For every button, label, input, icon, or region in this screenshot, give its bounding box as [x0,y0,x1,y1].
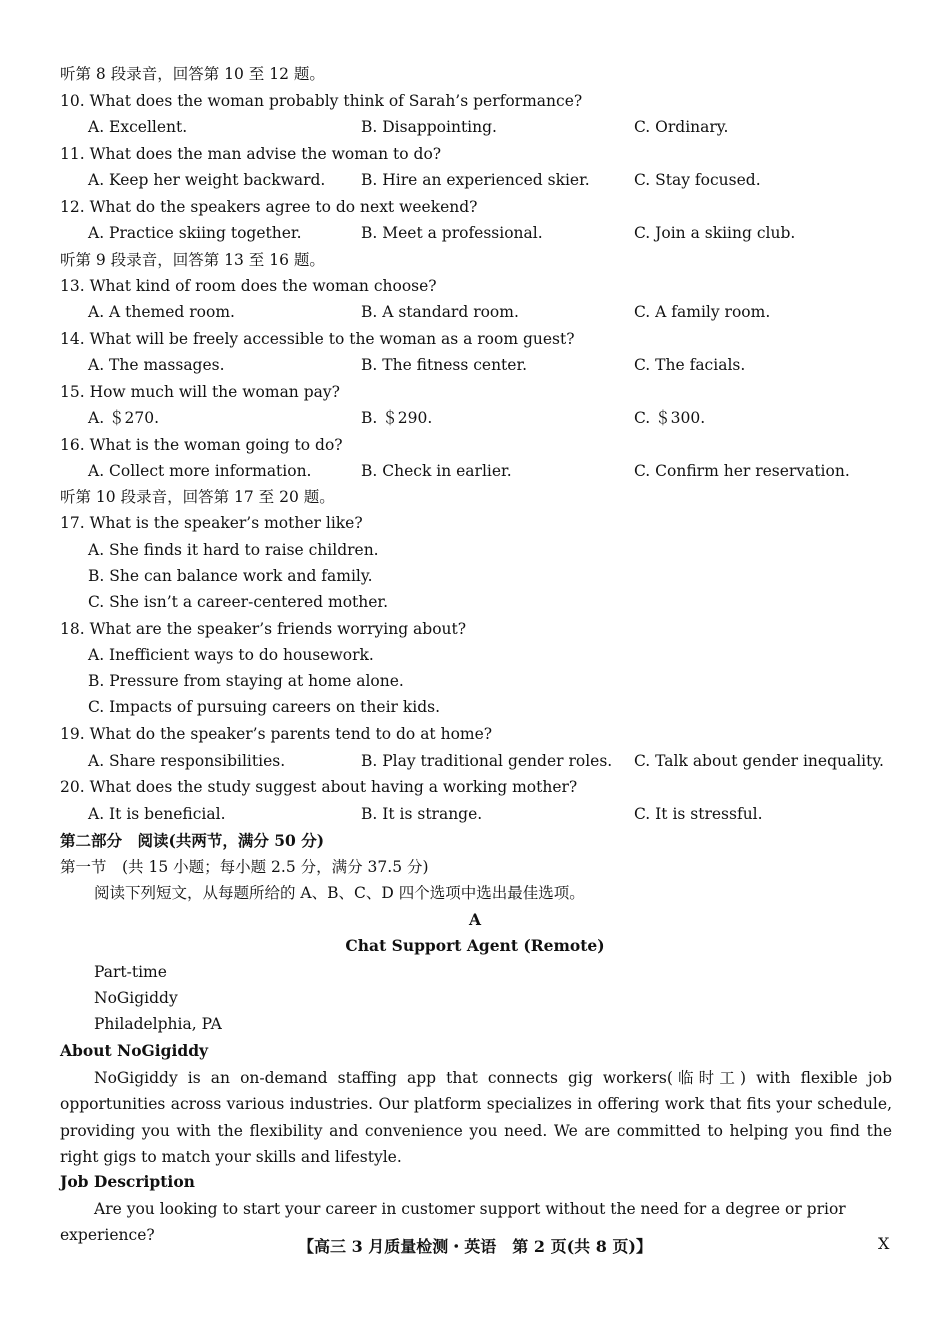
q17-option-a: A. She finds it hard to raise children. [88,541,379,559]
page-footer: 【高三 3 月质量检测・英语 第 2 页(共 8 页)】 [298,1237,652,1256]
q16-option-b: B. Check in earlier. [361,462,512,480]
about-heading: About NoGigiddy [60,1041,209,1060]
question-13: 13. What kind of room does the woman choose? [60,277,437,295]
section-header-8: 听第 8 段录音，回答第 10 至 12 题。 [60,65,325,83]
q14-option-a: A. The massages. [88,356,225,374]
q13-option-a: A. A themed room. [88,303,235,321]
question-10: 10. What does the woman probably think of Sarah’s performance? [60,92,583,110]
q11-option-a: A. Keep her weight backward. [88,171,326,189]
company-name: NoGigiddy [94,989,178,1007]
q18-option-b: B. Pressure from staying at home alone. [88,672,404,690]
q12-option-c: C. Join a skiing club. [634,224,796,242]
q19-option-c: C. Talk about gender inequality. [634,752,884,770]
question-11: 11. What does the man advise the woman to do? [60,145,442,163]
question-14: 14. What will be freely accessible to the woman as a room guest? [60,330,575,348]
q15-option-a: A. ＄270. [88,409,160,427]
q19-option-a: A. Share responsibilities. [88,752,286,770]
section-header-10: 听第 10 段录音，回答第 17 至 20 题。 [60,488,335,506]
question-12: 12. What do the speakers agree to do next weekend? [60,198,478,216]
q10-option-a: A. Excellent. [88,118,188,136]
q17-option-b: B. She can balance work and family. [88,567,373,585]
q11-option-b: B. Hire an experienced skier. [361,171,590,189]
q17-option-c: C. She isn’t a career-centered mother. [88,593,389,611]
q11-option-c: C. Stay focused. [634,171,761,189]
q12-option-a: A. Practice skiing together. [88,224,302,242]
q16-option-a: A. Collect more information. [88,462,312,480]
q20-option-c: C. It is stressful. [634,805,763,823]
q19-option-b: B. Play traditional gender roles. [361,752,613,770]
job-description-heading: Job Description [60,1172,195,1191]
q13-option-b: B. A standard room. [361,303,519,321]
question-18: 18. What are the speaker’s friends worrying about? [60,620,467,638]
question-17: 17. What is the speaker’s mother like? [60,514,363,532]
question-19: 19. What do the speaker’s parents tend to do at home? [60,725,493,743]
job-title: Chat Support Agent (Remote) [345,936,605,955]
q10-option-b: B. Disappointing. [361,118,497,136]
q10-option-c: C. Ordinary. [634,118,729,136]
section-one-title: 第一节 (共 15 小题；每小题 2.5 分，满分 37.5 分) [60,858,429,876]
q20-option-a: A. It is beneficial. [88,805,226,823]
q18-option-a: A. Inefficient ways to do housework. [88,646,374,664]
about-paragraph: NoGigiddy is an on-demand staffing app that connects gig workers(临时工) with flexible job opportunities across various industries. Our platform specializes in offering work that fits your schedule, providing you with the flexibility and convenience you need. We are committed to helping you find the right gigs to match your skills and lifestyle. [60,1069,892,1166]
part-two-title: 第二部分 阅读(共两节，满分 50 分) [60,831,325,850]
job-description-paragraph: Are you looking to start your career in customer support without the need for a degree or prior experience? [60,1200,846,1245]
q14-option-c: C. The facials. [634,356,746,374]
question-20: 20. What does the study suggest about having a working mother? [60,778,578,796]
q18-option-c: C. Impacts of pursuing careers on their kids. [88,698,441,716]
q14-option-b: B. The fitness center. [361,356,528,374]
q12-option-b: B. Meet a professional. [361,224,543,242]
question-16: 16. What is the woman going to do? [60,436,343,454]
q13-option-c: C. A family room. [634,303,771,321]
version-mark: X [878,1234,890,1253]
q15-option-c: C. ＄300. [634,409,706,427]
q15-option-b: B. ＄290. [361,409,433,427]
question-15: 15. How much will the woman pay? [60,383,340,401]
job-location: Philadelphia, PA [94,1015,222,1033]
section-header-9: 听第 9 段录音，回答第 13 至 16 题。 [60,251,325,269]
job-type: Part-time [94,963,167,981]
q20-option-b: B. It is strange. [361,805,483,823]
reading-instruction: 阅读下列短文，从每题所给的 A、B、C、D 四个选项中选出最佳选项。 [94,884,585,902]
q16-option-c: C. Confirm her reservation. [634,462,850,480]
passage-letter: A [468,910,482,929]
